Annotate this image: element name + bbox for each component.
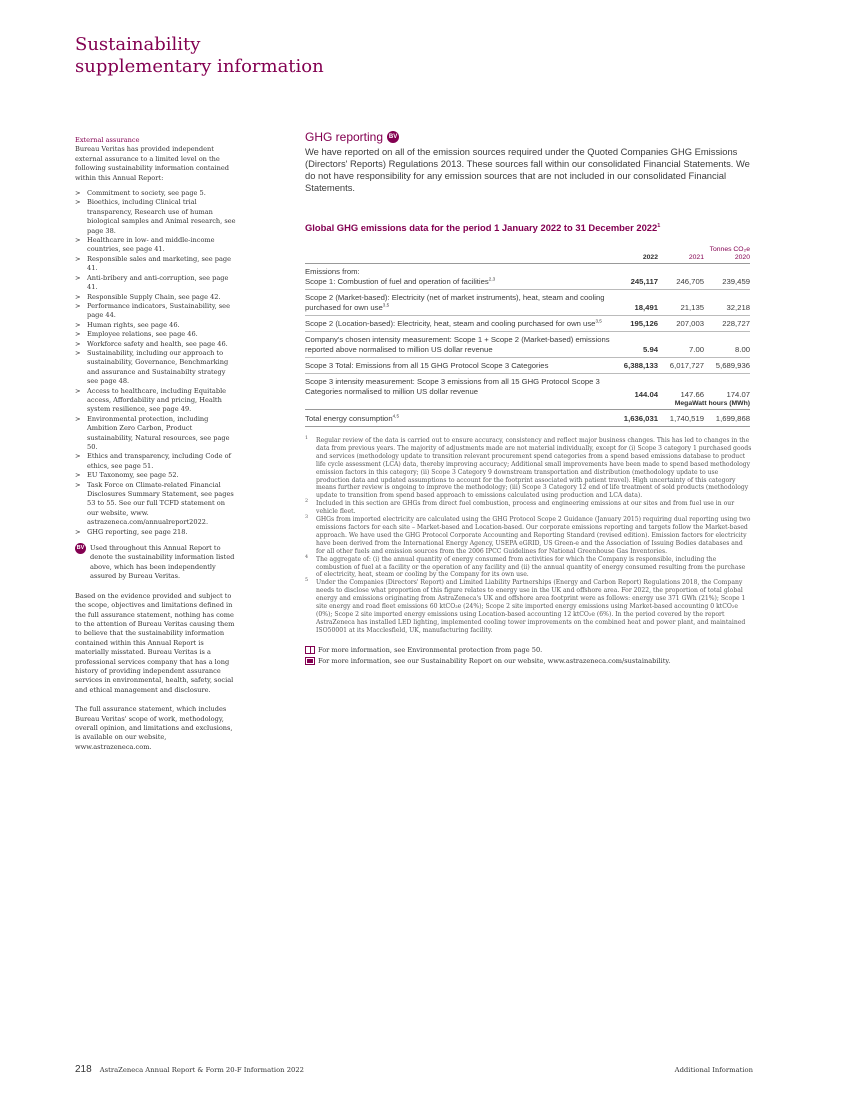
list-item: > Human rights, see page 46. (75, 321, 237, 330)
table-row (305, 374, 750, 400)
row-label (305, 264, 610, 290)
row-prefix: Emissions from: (305, 267, 360, 276)
table-row (305, 358, 750, 374)
cross-references (305, 646, 750, 665)
ghg-emissions-table (305, 246, 750, 427)
row-label (305, 316, 610, 332)
row-label (305, 290, 610, 316)
row-label-text: Scope 1: Combustion of fuel and operation of facilities (305, 277, 489, 286)
row-label-text: Scope 2 (Market-based): Electricity (net of market instruments), heat, steam and cooling purchased for own use (305, 293, 605, 312)
cell-value: 144.04 (634, 390, 658, 399)
list-item: > Employee relations, see page 46. (75, 330, 237, 339)
footnote-text: The aggregate of: (i) the annual quantity of energy consumed from activities for which the Company is responsible, including the combustion of fuel at a facility or the operation of any facility and (ii) the annual quantity of energy consumed resulting from the purchase of electricity, heat, steam or cooling by the Company for its own use. (316, 555, 746, 579)
list-item: > Sustainability, including our approach to sustainability, Governance, Benchmarking and assurance and Sustainabilty strategy see page 48. (75, 349, 237, 387)
footnote (305, 556, 753, 580)
footnote-number: 3 (305, 515, 309, 521)
cell-value: 5,689,936 (704, 358, 750, 374)
list-item: > Healthcare in low- and middle-income countries, see page 41. (75, 236, 237, 255)
units-row (305, 246, 750, 254)
list-item: > Responsible Supply Chain, see page 42. (75, 293, 237, 302)
list-item: > Workforce safety and health, see page 46. (75, 340, 237, 349)
list-item: > Responsible sales and marketing, see page 41. (75, 255, 237, 274)
cell-value: 174.07 (726, 390, 750, 399)
table-header-row (305, 254, 750, 264)
page-footer (75, 1064, 753, 1075)
bv-note-text: Used throughout this Annual Report to denote the sustainability information listed above, which has been independently assured by Bureau Veritas. (90, 544, 235, 581)
row-label (305, 410, 610, 427)
ghg-heading-text: GHG reporting (305, 130, 384, 144)
cell-value: 228,727 (704, 316, 750, 332)
footnote-text: Included in this section are GHGs from direct fuel combustion, process and engineering emissions at our sites and from fuel use in our vehicle fleet. (316, 500, 735, 516)
bv-note (75, 544, 237, 582)
cell-value: 245,117 (610, 264, 658, 290)
book-icon (305, 646, 315, 654)
cross-reference-text: For more information, see our Sustainability Report on our website, www.astrazeneca.com/sustainability. (318, 656, 671, 665)
cell-value: 147.66 (680, 390, 704, 399)
section-name: Additional Information (674, 1066, 753, 1074)
list-item: > Ethics and transparency, including Code of ethics, see page 51. (75, 452, 237, 471)
footnote-ref: 2,3 (488, 276, 496, 282)
cell-value: 6,388,133 (610, 358, 658, 374)
list-item: > Environmental protection, including Ambition Zero Carbon, Product sustainability, Natural resources, see page 50. (75, 415, 237, 453)
footnote (305, 579, 753, 634)
page-title-line1: Sustainability (75, 34, 201, 55)
footnote-number: 5 (305, 578, 309, 584)
cross-reference-text: For more information, see Environmental protection from page 50. (318, 645, 543, 654)
cell-value: 246,705 (658, 264, 704, 290)
ghg-intro: We have reported on all of the emission sources required under the Quoted Companies GHG Emissions (Directors' Reports) Regulations 2013. These sources fall within our consolidated Financial Statements. We do not have responsibility for any emission sources that are not included in our consolidated Financial Statements. (305, 146, 750, 193)
list-item: > Access to healthcare, including Equitable access, Affordability and pricing, Health system resilience, see page 49. (75, 387, 237, 415)
cell-value: 32,218 (704, 290, 750, 316)
cell-value: 18,491 (610, 290, 658, 316)
assured-items-list (75, 189, 237, 537)
list-item: > GHG reporting, see page 218. (75, 528, 237, 537)
footnote-number: 2 (305, 499, 309, 505)
table-title (305, 222, 750, 233)
footnote-text: Regular review of the data is carried out to ensure accuracy, consistency and reflect major business changes. This has led to changes in the data from previous years. The majority of adjustments made are not material individually, except for (i) Scope 3 category 1 purchased goods and services (methodology update to transition relevant procurement spend categories from a spend based emissions database to product life cycle assessment (LCA) data, thereby improving accuracy; Additional small improvements have been made to spend based methodology emission factors in this category; (ii) Scope 3 Category 9 downstream transportation and distribution (methodology update to use production data and updated assumptions to account for the footprint associated with patient travel). High uncertainty of this category means further review is ongoing to improve the methodology; (iii) Scope 3 Category 12 end of life treatment of sold products (methodology update to transition from spend based approach to emissions calculated using production and LCA data). (316, 437, 752, 500)
external-assurance-heading: External assurance (75, 136, 140, 144)
row-label: Scope 3 Total: Emissions from all 15 GHG Protocol Scope 3 Categories (305, 358, 610, 374)
assurance-conclusion: Based on the evidence provided and subject to the scope, objectives and limitations defined in the full assurance statement, nothing has come to the attention of Bureau Veritas causing them to believe that the sustainability information contained within this Annual Report is materially misstated. Bureau Veritas is a professional services company that has a long history of providing independent assurance services in environmental, health, safety, social and ethical management and disclosure. (75, 591, 235, 694)
assurance-intro: Bureau Veritas has provided independent external assurance to a limited level on the following sustainability information contained within this Annual Report: (75, 145, 229, 182)
cell-value: 7.00 (658, 332, 704, 358)
cell-value: 21,135 (658, 290, 704, 316)
assurance-statement-availability: The full assurance statement, which includes Bureau Veritas' scope of work, methodology, overall opinion, and limitations and exclusions, is available on our website, www.astrazeneca.com. (75, 705, 233, 751)
cell-value: 195,126 (610, 316, 658, 332)
row-label-text: Total energy consumption (305, 414, 393, 423)
list-item: > Bioethics, including Clinical trial transparency, Research use of human biological samples and Animal research, see page 38. (75, 198, 237, 236)
footnote-ref: 3,5 (595, 318, 602, 324)
bureau-veritas-badge-icon: BV (75, 543, 86, 554)
ghg-heading (305, 130, 750, 144)
row-label: Scope 3 intensity measurement: Scope 3 emissions from all 15 GHG Protocol Scope 3 Categories normalised to million US dollar revenue (305, 377, 600, 396)
bureau-veritas-badge-icon: BV (387, 131, 399, 143)
footnote-number: 1 (305, 436, 309, 441)
footnote-ref: 4,5 (392, 413, 399, 419)
ghg-reporting-section (305, 130, 750, 668)
publication-title: AstraZeneca Annual Report & Form 20-F Information 2022 (99, 1066, 305, 1074)
energy-units-label: MegaWatt hours (MWh) (610, 399, 750, 410)
cell-value: 207,003 (658, 316, 704, 332)
footnote (305, 516, 753, 556)
list-item: > Commitment to society, see page 5. (75, 189, 237, 198)
website-icon (305, 657, 315, 665)
year-header: 2021 (658, 254, 704, 264)
footnote (305, 500, 753, 516)
external-assurance-column (75, 136, 237, 752)
units-label: Tonnes CO₂e (709, 246, 750, 253)
table-row (305, 332, 750, 358)
row-label: Company's chosen intensity measurement: Scope 1 + Scope 2 (Market-based) emissions reported above normalised to million US dollar revenue (305, 332, 610, 358)
list-item: > EU Taxonomy, see page 52. (75, 471, 237, 480)
cell-value: 1,699,868 (704, 410, 750, 427)
cross-reference (305, 657, 750, 665)
cell-value: 5.94 (610, 332, 658, 358)
cell-value: 239,459 (704, 264, 750, 290)
cell-value: 1,636,031 (610, 410, 658, 427)
list-item: > Task Force on Climate-related Financial Disclosures Summary Statement, see pages 53 to 55. See our full TCFD statement on our website, www. astrazeneca.com/annualreport2022. (75, 481, 237, 528)
row-label-text: Scope 2 (Location-based): Electricity, heat, steam and cooling purchased for own use (305, 319, 596, 328)
year-header: 2020 (704, 254, 750, 264)
footnote-text: GHGs from imported electricity are calculated using the GHG Protocol Scope 2 Guidance (January 2015) requiring dual reporting using two emissions factors for each site – Market-based and Location-based. Our corporate emissions reporting and targets follow the Market-based approach. We have used the GHG Protocol Corporate Accounting and Reporting Standard (revised edition). Emission factors for electricity have been derived from the International Energy Agency, USEPA eGRID, US Green-e and the Association of Issuing Bodies databases and for all other fuels and emission sources from the 2006 IPCC Guidelines for National Greenhouse Gas Inventories. (316, 516, 751, 555)
footnote-ref: 3,5 (382, 302, 390, 308)
year-header: 2022 (610, 254, 658, 264)
page-title-line2: supplementary information (75, 56, 324, 77)
cell-value: 6,017,727 (658, 358, 704, 374)
footnote-number: 4 (305, 554, 309, 560)
footnote-text: Under the Companies (Directors' Report) and Limited Liability Partnerships (Energy and Carbon Report) Regulations 2018, the Company needs to disclose what proportion of this figure relates to energy use in the UK and offshore area. For 2022, the proportion of total global energy and emissions originating from AstraZeneca's UK and offshore area footprint were as follows: energy use 371 GWh (21%); Scope 1 site energy and road fleet emissions 60 ktCO₂e (24%); Scope 2 site imported energy emissions using Market-based accounting 0 ktCO₂e (0%); Scope 2 site imported energy emissions using Location-based accounting 12 ktCO₂e (6%). In the period covered by the report AstraZeneca has installed LED lighting, implemented cooling tower improvements on the combined heat and power plant, and maintained ISO50001 at its Macclesfield, UK, manufacturing facility. (316, 579, 746, 634)
table-row (305, 290, 750, 316)
cross-reference (305, 646, 750, 654)
cell-value: 1,740,519 (658, 410, 704, 427)
table-title-text: Global GHG emissions data for the period 1 January 2022 to 31 December 2022 (305, 222, 658, 233)
footnote-ref: 1 (657, 222, 661, 229)
footnote (305, 437, 753, 500)
energy-units-row (305, 399, 750, 410)
list-item: > Performance indicators, Sustainability, see page 44. (75, 302, 237, 321)
list-item: > Anti-bribery and anti-corruption, see page 41. (75, 274, 237, 293)
total-energy-row (305, 410, 750, 427)
footnotes (305, 437, 753, 635)
page-title (75, 34, 324, 78)
table-row (305, 316, 750, 332)
page-number: 218 (75, 1064, 92, 1075)
table-row (305, 264, 750, 290)
cell-value: 8.00 (704, 332, 750, 358)
